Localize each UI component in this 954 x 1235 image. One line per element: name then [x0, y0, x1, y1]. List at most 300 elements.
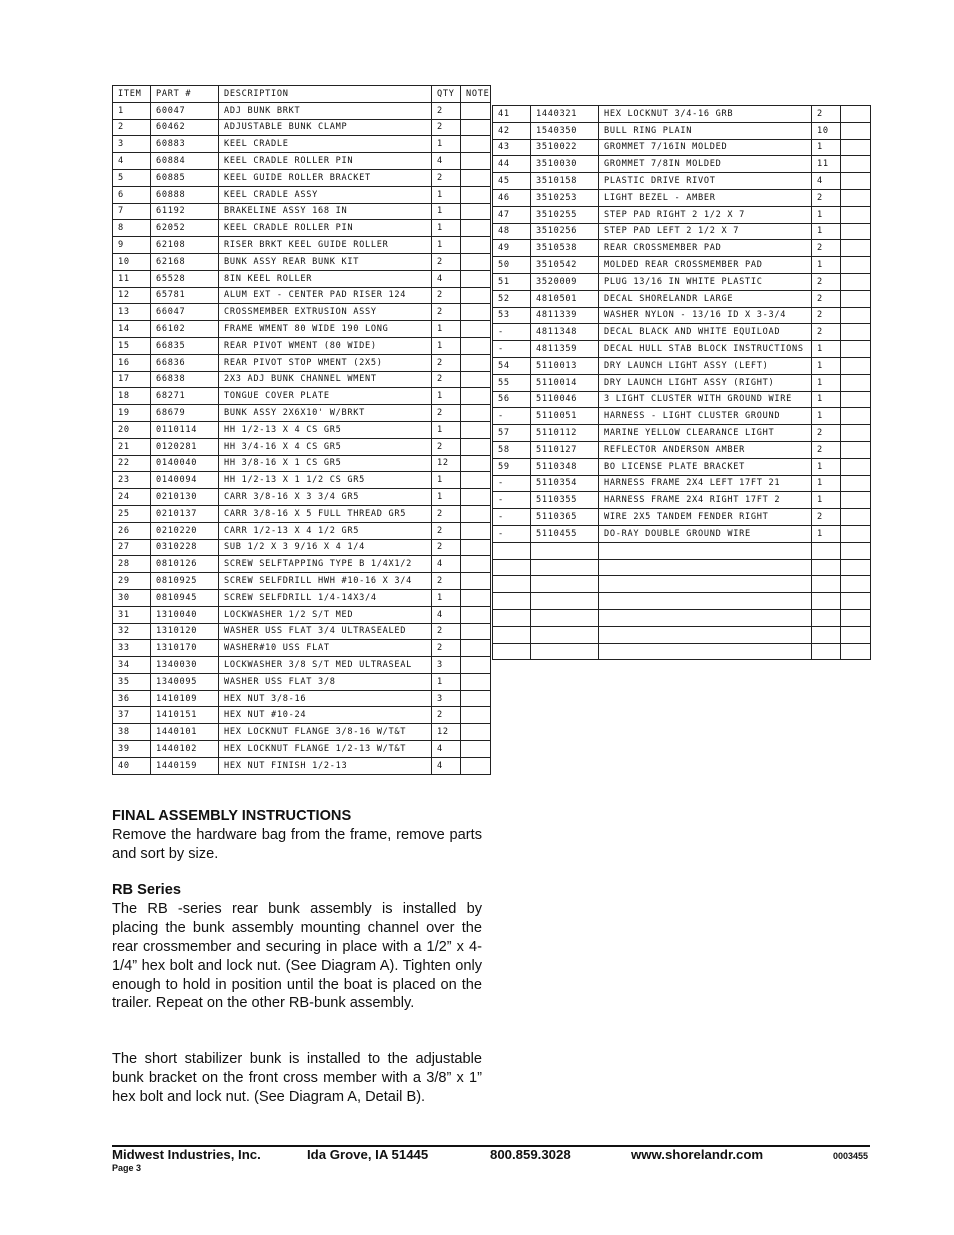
table-row [493, 106, 871, 123]
cell-qty: 1 [812, 525, 841, 542]
footer-doc-number: 0003455 [833, 1151, 869, 1161]
cell-part: 0140040 [151, 455, 219, 472]
cell-item: 37 [113, 707, 151, 724]
table-row [493, 492, 871, 509]
cell-note [461, 505, 491, 522]
cell-part: 5110365 [531, 509, 599, 526]
cell-part: 1310170 [151, 640, 219, 657]
cell-note [461, 287, 491, 304]
footer-phone: 800.859.3028 [490, 1147, 571, 1162]
table-row [113, 203, 491, 220]
cell-qty: 2 [432, 371, 461, 388]
cell-note [841, 156, 871, 173]
cell-item: 2 [113, 119, 151, 136]
cell-part: 1440102 [151, 741, 219, 758]
cell-description: STEP PAD RIGHT 2 1/2 X 7 [599, 206, 812, 223]
table-row [113, 606, 491, 623]
cell-item: 19 [113, 405, 151, 422]
cell-item: 9 [113, 237, 151, 254]
cell-part: 62052 [151, 220, 219, 237]
cell-part: 5110355 [531, 492, 599, 509]
table-row [113, 153, 491, 170]
cell-item [493, 643, 531, 660]
cell-part: 66102 [151, 321, 219, 338]
footer-location: Ida Grove, IA 51445 [307, 1147, 429, 1162]
footer-website[interactable]: www.shorelandr.com [631, 1147, 764, 1162]
cell-description: BUNK ASSY 2X6X10' W/BRKT [219, 405, 432, 422]
cell-part: 5110127 [531, 441, 599, 458]
cell-item: - [493, 408, 531, 425]
cell-qty: 2 [432, 253, 461, 270]
cell-part: 1310120 [151, 623, 219, 640]
cell-description: WIRE 2X5 TANDEM FENDER RIGHT [599, 509, 812, 526]
cell-description: HEX LOCKNUT FLANGE 1/2-13 W/T&T [219, 741, 432, 758]
cell-note [461, 102, 491, 119]
cell-note [461, 253, 491, 270]
cell-item: 16 [113, 354, 151, 371]
cell-description: REAR PIVOT WMENT (80 WIDE) [219, 337, 432, 354]
table-row [113, 657, 491, 674]
cell-qty: 1 [812, 206, 841, 223]
cell-qty: 3 [432, 690, 461, 707]
cell-part: 3510538 [531, 240, 599, 257]
cell-item [493, 576, 531, 593]
cell-part: 65528 [151, 270, 219, 287]
table-body [113, 102, 491, 774]
table-row [113, 371, 491, 388]
cell-description: MARINE YELLOW CLEARANCE LIGHT [599, 425, 812, 442]
cell-part: 1410109 [151, 690, 219, 707]
cell-description: PLASTIC DRIVE RIVOT [599, 173, 812, 190]
cell-qty: 4 [432, 556, 461, 573]
cell-item: 41 [493, 106, 531, 123]
cell-part: 66047 [151, 304, 219, 321]
cell-part: 4811339 [531, 307, 599, 324]
cell-note [841, 593, 871, 610]
cell-qty: 1 [812, 391, 841, 408]
cell-description [599, 559, 812, 576]
section-heading: RB Series [112, 882, 181, 898]
cell-part: 62108 [151, 237, 219, 254]
cell-description: KEEL CRADLE ROLLER PIN [219, 153, 432, 170]
cell-description: PLUG 13/16 IN WHITE PLASTIC [599, 273, 812, 290]
section-paragraph: The RB -series rear bunk assembly is installed by placing the bunk assembly mounting channel over the rear crossmember and securing in place with a 1/2” x 4-1/4” hex bolt and lock nut. (See Diagram A). Tighten only enough to hold in position until the boat is placed on the trailer. Repeat on the other RB-bunk assembly. [112, 900, 482, 1012]
cell-part: 5110455 [531, 525, 599, 542]
table-row [113, 472, 491, 489]
cell-note [461, 741, 491, 758]
cell-qty: 1 [432, 220, 461, 237]
cell-part: 0810945 [151, 589, 219, 606]
cell-description: TONGUE COVER PLATE [219, 388, 432, 405]
cell-part [531, 609, 599, 626]
table-row [493, 156, 871, 173]
table-body [493, 106, 871, 660]
cell-description: HH 1/2-13 X 4 CS GR5 [219, 421, 432, 438]
cell-part [531, 593, 599, 610]
cell-item: 6 [113, 186, 151, 203]
cell-note [841, 206, 871, 223]
cell-qty: 2 [812, 307, 841, 324]
cell-part: 1310040 [151, 606, 219, 623]
cell-part: 4811359 [531, 341, 599, 358]
cell-description: STEP PAD LEFT 2 1/2 X 7 [599, 223, 812, 240]
cell-qty: 2 [432, 438, 461, 455]
cell-part [531, 542, 599, 559]
cell-note [461, 707, 491, 724]
cell-note [461, 589, 491, 606]
cell-description: FRAME WMENT 80 WIDE 190 LONG [219, 321, 432, 338]
cell-note [461, 321, 491, 338]
cell-part: 4811348 [531, 324, 599, 341]
cell-note [461, 304, 491, 321]
cell-description: CARR 1/2-13 X 4 1/2 GR5 [219, 522, 432, 539]
cell-part: 5110046 [531, 391, 599, 408]
table-row [493, 307, 871, 324]
cell-description: HARNESS FRAME 2X4 LEFT 17FT 21 [599, 475, 812, 492]
cell-description: ADJ BUNK BRKT [219, 102, 432, 119]
cell-part: 61192 [151, 203, 219, 220]
cell-qty [812, 643, 841, 660]
cell-note [461, 354, 491, 371]
cell-description: DECAL HULL STAB BLOCK INSTRUCTIONS [599, 341, 812, 358]
cell-item: 54 [493, 357, 531, 374]
table-row [493, 374, 871, 391]
cell-note [841, 307, 871, 324]
cell-item: 17 [113, 371, 151, 388]
cell-item: 3 [113, 136, 151, 153]
cell-qty: 1 [812, 475, 841, 492]
header-part: PART # [151, 86, 219, 103]
cell-description: KEEL GUIDE ROLLER BRACKET [219, 169, 432, 186]
cell-part: 3510158 [531, 173, 599, 190]
cell-item: 12 [113, 287, 151, 304]
cell-description: ALUM EXT - CENTER PAD RISER 124 [219, 287, 432, 304]
cell-description: GROMMET 7/16IN MOLDED [599, 139, 812, 156]
cell-item: 56 [493, 391, 531, 408]
cell-part: 62168 [151, 253, 219, 270]
cell-description [599, 609, 812, 626]
cell-part: 60884 [151, 153, 219, 170]
cell-part: 60888 [151, 186, 219, 203]
cell-part: 3510030 [531, 156, 599, 173]
cell-item: 23 [113, 472, 151, 489]
cell-item: 15 [113, 337, 151, 354]
cell-note [841, 408, 871, 425]
cell-qty: 4 [432, 606, 461, 623]
cell-part: 3510022 [531, 139, 599, 156]
cell-qty: 2 [812, 441, 841, 458]
cell-item: 8 [113, 220, 151, 237]
cell-note [841, 341, 871, 358]
cell-qty: 2 [432, 573, 461, 590]
table-row [493, 458, 871, 475]
cell-description: DRY LAUNCH LIGHT ASSY (RIGHT) [599, 374, 812, 391]
cell-item: 30 [113, 589, 151, 606]
cell-note [461, 623, 491, 640]
cell-qty: 2 [812, 425, 841, 442]
cell-description: 2X3 ADJ BUNK CHANNEL WMENT [219, 371, 432, 388]
cell-qty: 1 [432, 186, 461, 203]
cell-note [841, 223, 871, 240]
table-row [113, 438, 491, 455]
cell-qty: 1 [812, 139, 841, 156]
final-assembly-section [112, 807, 482, 864]
table-row [493, 408, 871, 425]
table-row [113, 354, 491, 371]
table-row [113, 640, 491, 657]
cell-item: 43 [493, 139, 531, 156]
page-number: Page 3 [112, 1163, 142, 1173]
cell-note [841, 189, 871, 206]
cell-item: 14 [113, 321, 151, 338]
cell-item: 52 [493, 290, 531, 307]
cell-note [461, 153, 491, 170]
cell-item: 34 [113, 657, 151, 674]
cell-description: RISER BRKT KEEL GUIDE ROLLER [219, 237, 432, 254]
cell-description: LOCKWASHER 3/8 S/T MED ULTRASEAL [219, 657, 432, 674]
cell-qty: 2 [812, 324, 841, 341]
cell-description: MOLDED REAR CROSSMEMBER PAD [599, 257, 812, 274]
table-row [113, 287, 491, 304]
cell-description: HH 3/4-16 X 4 CS GR5 [219, 438, 432, 455]
cell-description: HEX LOCKNUT FLANGE 3/8-16 W/T&T [219, 724, 432, 741]
cell-description: DRY LAUNCH LIGHT ASSY (LEFT) [599, 357, 812, 374]
table-row [113, 623, 491, 640]
cell-part: 0310228 [151, 539, 219, 556]
cell-item: - [493, 492, 531, 509]
cell-part: 1540350 [531, 122, 599, 139]
cell-qty: 2 [432, 539, 461, 556]
cell-description: BRAKELINE ASSY 168 IN [219, 203, 432, 220]
table-row [493, 626, 871, 643]
cell-item: 11 [113, 270, 151, 287]
cell-item: - [493, 341, 531, 358]
cell-note [841, 609, 871, 626]
cell-qty: 1 [432, 337, 461, 354]
cell-part: 66835 [151, 337, 219, 354]
cell-description: HARNESS - LIGHT CLUSTER GROUND [599, 408, 812, 425]
cell-part: 0210130 [151, 489, 219, 506]
cell-note [461, 573, 491, 590]
cell-note [841, 357, 871, 374]
cell-description [599, 626, 812, 643]
cell-note [461, 186, 491, 203]
cell-note [461, 270, 491, 287]
cell-item: 51 [493, 273, 531, 290]
cell-qty: 2 [812, 106, 841, 123]
table-row [113, 102, 491, 119]
cell-description: BUNK ASSY REAR BUNK KIT [219, 253, 432, 270]
table-row [493, 509, 871, 526]
table-row [113, 337, 491, 354]
cell-item: 55 [493, 374, 531, 391]
cell-part: 5110013 [531, 357, 599, 374]
cell-description [599, 576, 812, 593]
cell-description: BULL RING PLAIN [599, 122, 812, 139]
cell-part: 1440159 [151, 757, 219, 774]
cell-note [841, 257, 871, 274]
cell-description: LIGHT BEZEL - AMBER [599, 189, 812, 206]
table-row [493, 223, 871, 240]
cell-qty [812, 559, 841, 576]
cell-description: WASHER USS FLAT 3/8 [219, 673, 432, 690]
cell-note [841, 240, 871, 257]
cell-part: 5110348 [531, 458, 599, 475]
table-row [493, 324, 871, 341]
table-row [493, 576, 871, 593]
cell-qty: 2 [432, 304, 461, 321]
cell-qty: 1 [812, 408, 841, 425]
table-row [113, 421, 491, 438]
cell-part: 1440321 [531, 106, 599, 123]
cell-note [841, 173, 871, 190]
cell-description: 8IN KEEL ROLLER [219, 270, 432, 287]
cell-qty: 1 [812, 492, 841, 509]
cell-item: 45 [493, 173, 531, 190]
cell-qty [812, 576, 841, 593]
cell-part: 0110114 [151, 421, 219, 438]
cell-qty: 2 [432, 354, 461, 371]
cell-qty: 4 [432, 757, 461, 774]
cell-item: 46 [493, 189, 531, 206]
cell-qty: 12 [432, 455, 461, 472]
cell-note [461, 606, 491, 623]
cell-qty: 1 [432, 321, 461, 338]
cell-item: - [493, 324, 531, 341]
table-row [113, 388, 491, 405]
cell-part: 5110014 [531, 374, 599, 391]
table-row [113, 169, 491, 186]
cell-qty: 2 [432, 707, 461, 724]
cell-part: 60047 [151, 102, 219, 119]
cell-part: 68679 [151, 405, 219, 422]
cell-part: 60885 [151, 169, 219, 186]
cell-description: KEEL CRADLE ASSY [219, 186, 432, 203]
table-header-row [113, 86, 491, 103]
table-row [113, 220, 491, 237]
cell-item: 38 [113, 724, 151, 741]
cell-qty: 1 [812, 374, 841, 391]
cell-item: 32 [113, 623, 151, 640]
cell-part: 66838 [151, 371, 219, 388]
cell-item: 40 [113, 757, 151, 774]
cell-qty: 4 [432, 741, 461, 758]
cell-note [841, 643, 871, 660]
cell-item: 53 [493, 307, 531, 324]
cell-description: WASHER#10 USS FLAT [219, 640, 432, 657]
cell-description: HH 1/2-13 X 1 1/2 CS GR5 [219, 472, 432, 489]
table-row [493, 273, 871, 290]
cell-part: 5110051 [531, 408, 599, 425]
cell-note [461, 169, 491, 186]
cell-description: HEX NUT FINISH 1/2-13 [219, 757, 432, 774]
cell-note [461, 522, 491, 539]
table-row [113, 119, 491, 136]
cell-qty: 11 [812, 156, 841, 173]
cell-item: 47 [493, 206, 531, 223]
cell-part: 5110112 [531, 425, 599, 442]
cell-qty [812, 609, 841, 626]
header-item: ITEM [113, 86, 151, 103]
cell-description: WASHER USS FLAT 3/4 ULTRASEALED [219, 623, 432, 640]
cell-note [461, 489, 491, 506]
table-row [493, 173, 871, 190]
cell-description [599, 542, 812, 559]
cell-note [461, 203, 491, 220]
cell-note [461, 405, 491, 422]
table-row [493, 122, 871, 139]
footer-company: Midwest Industries, Inc. [112, 1147, 261, 1162]
rb-series-section [112, 881, 482, 1013]
cell-item: 18 [113, 388, 151, 405]
cell-qty: 1 [432, 673, 461, 690]
cell-item: 7 [113, 203, 151, 220]
cell-part: 3510256 [531, 223, 599, 240]
cell-item: - [493, 509, 531, 526]
cell-item: - [493, 475, 531, 492]
cell-description: HEX LOCKNUT 3/4-16 GRB [599, 106, 812, 123]
cell-part: 3520009 [531, 273, 599, 290]
cell-item: 28 [113, 556, 151, 573]
table-row [493, 643, 871, 660]
cell-note [841, 425, 871, 442]
cell-qty: 2 [812, 189, 841, 206]
cell-note [841, 509, 871, 526]
cell-description: CARR 3/8-16 X 3 3/4 GR5 [219, 489, 432, 506]
cell-item: 10 [113, 253, 151, 270]
cell-qty: 2 [432, 405, 461, 422]
table-row [113, 757, 491, 774]
cell-note [841, 559, 871, 576]
cell-qty: 1 [812, 458, 841, 475]
cell-part: 66836 [151, 354, 219, 371]
table-row [113, 321, 491, 338]
cell-item: 13 [113, 304, 151, 321]
cell-note [461, 421, 491, 438]
table-row [493, 357, 871, 374]
cell-qty: 1 [812, 223, 841, 240]
cell-part: 3510255 [531, 206, 599, 223]
cell-qty: 1 [812, 341, 841, 358]
cell-qty: 1 [432, 421, 461, 438]
cell-description: 3 LIGHT CLUSTER WITH GROUND WIRE [599, 391, 812, 408]
cell-description: SUB 1/2 X 3 9/16 X 4 1/4 [219, 539, 432, 556]
cell-item: 26 [113, 522, 151, 539]
cell-item: - [493, 525, 531, 542]
cell-description: WASHER NYLON - 13/16 ID X 3-3/4 [599, 307, 812, 324]
cell-part: 5110354 [531, 475, 599, 492]
cell-description: CROSSMEMBER EXTRUSION ASSY [219, 304, 432, 321]
cell-item: 27 [113, 539, 151, 556]
table-row [113, 505, 491, 522]
cell-qty: 4 [432, 153, 461, 170]
cell-qty: 1 [812, 357, 841, 374]
cell-qty: 2 [432, 522, 461, 539]
cell-qty: 1 [432, 237, 461, 254]
cell-note [841, 391, 871, 408]
cell-description: HARNESS FRAME 2X4 RIGHT 17FT 2 [599, 492, 812, 509]
cell-description: REFLECTOR ANDERSON AMBER [599, 441, 812, 458]
cell-note [841, 441, 871, 458]
cell-qty: 1 [432, 388, 461, 405]
cell-qty: 4 [812, 173, 841, 190]
table-row [113, 673, 491, 690]
table-row [113, 724, 491, 741]
table-row [493, 525, 871, 542]
cell-note [461, 724, 491, 741]
cell-qty: 2 [812, 240, 841, 257]
cell-item: 22 [113, 455, 151, 472]
